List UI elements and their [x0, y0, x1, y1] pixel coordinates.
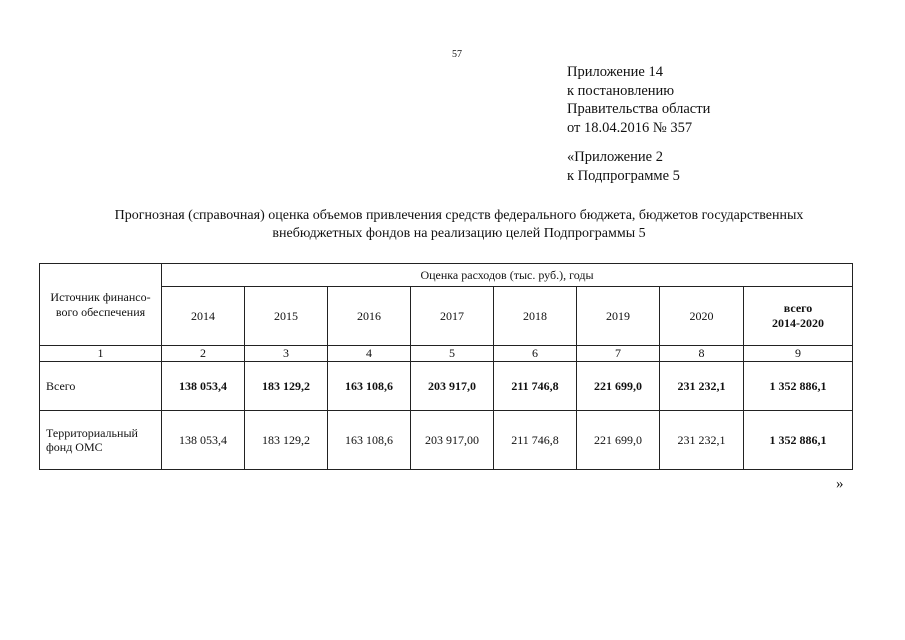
- table-cell: 203 917,00: [411, 411, 494, 470]
- appendix-line: Приложение 14: [567, 64, 663, 80]
- table-cell: 221 699,0: [577, 362, 660, 411]
- title-line: внебюджетных фондов на реализацию целей Подпрограммы 5: [272, 225, 646, 241]
- year-header-row: [40, 287, 853, 346]
- header-row: [40, 264, 853, 287]
- column-number: 4: [328, 346, 411, 362]
- expense-group-header: Оценка расходов (тыс. руб.), годы: [162, 264, 853, 287]
- appendix-line: от 18.04.2016 № 357: [567, 119, 693, 136]
- column-number: 3: [245, 346, 328, 362]
- table-cell: 138 053,4: [162, 411, 245, 470]
- row-label: [40, 362, 162, 411]
- row-label-line: Всего: [46, 379, 76, 393]
- funding-table: [39, 263, 853, 470]
- year-header: 2016: [328, 287, 411, 346]
- table-cell: 183 129,2: [245, 362, 328, 411]
- source-header-line: вого обеспечения: [55, 304, 146, 319]
- table-row: [40, 411, 853, 470]
- column-number: 6: [494, 346, 577, 362]
- total-header-line: 2014-2020: [772, 316, 824, 330]
- title-line: Прогнозная (справочная) оценка объемов привлечения средств федерального бюджета, бюджетов государственных: [114, 208, 804, 223]
- table-cell: 1 352 886,1: [744, 362, 853, 411]
- table-cell: 183 129,2: [245, 411, 328, 470]
- column-number: 7: [577, 346, 660, 362]
- table-cell: 231 232,1: [660, 411, 744, 470]
- page-number: 57: [452, 49, 462, 60]
- table-cell: 211 746,8: [494, 362, 577, 411]
- table-row: [40, 362, 853, 411]
- table-cell: 138 053,4: [162, 362, 245, 411]
- year-header: 2020: [660, 287, 744, 346]
- row-label: [40, 411, 162, 470]
- column-number-row: [40, 346, 853, 362]
- year-header: 2018: [494, 287, 577, 346]
- total-header-line: всего: [783, 301, 813, 315]
- table-cell: 203 917,0: [411, 362, 494, 411]
- closing-quote: »: [836, 476, 844, 492]
- column-number: 5: [411, 346, 494, 362]
- year-header: 2014: [162, 287, 245, 346]
- document-title: [40, 207, 878, 242]
- table-cell: 163 108,6: [328, 411, 411, 470]
- row-label-line: Территориальный: [46, 426, 138, 440]
- appendix-line: к Подпрограмме 5: [567, 167, 680, 184]
- row-label-line: фонд ОМС: [46, 440, 103, 454]
- table-cell: 211 746,8: [494, 411, 577, 470]
- column-number: 1: [40, 346, 162, 362]
- source-header-line: Источник финансо-: [50, 289, 151, 304]
- year-header: 2019: [577, 287, 660, 346]
- column-number: 2: [162, 346, 245, 362]
- table-cell: 231 232,1: [660, 362, 744, 411]
- appendix-line: Правительства области: [567, 101, 711, 117]
- year-header: 2017: [411, 287, 494, 346]
- appendix-header: [567, 63, 710, 137]
- appendix-line: «Приложение 2: [567, 149, 663, 165]
- table-cell: 221 699,0: [577, 411, 660, 470]
- year-header: 2015: [245, 287, 328, 346]
- source-header: [40, 264, 162, 346]
- table-cell: 163 108,6: [328, 362, 411, 411]
- column-number: 8: [660, 346, 744, 362]
- total-header: [744, 287, 853, 346]
- subprogram-appendix-header: [567, 148, 680, 185]
- table-cell: 1 352 886,1: [744, 411, 853, 470]
- column-number: 9: [744, 346, 853, 362]
- appendix-line: к постановлению: [567, 82, 675, 99]
